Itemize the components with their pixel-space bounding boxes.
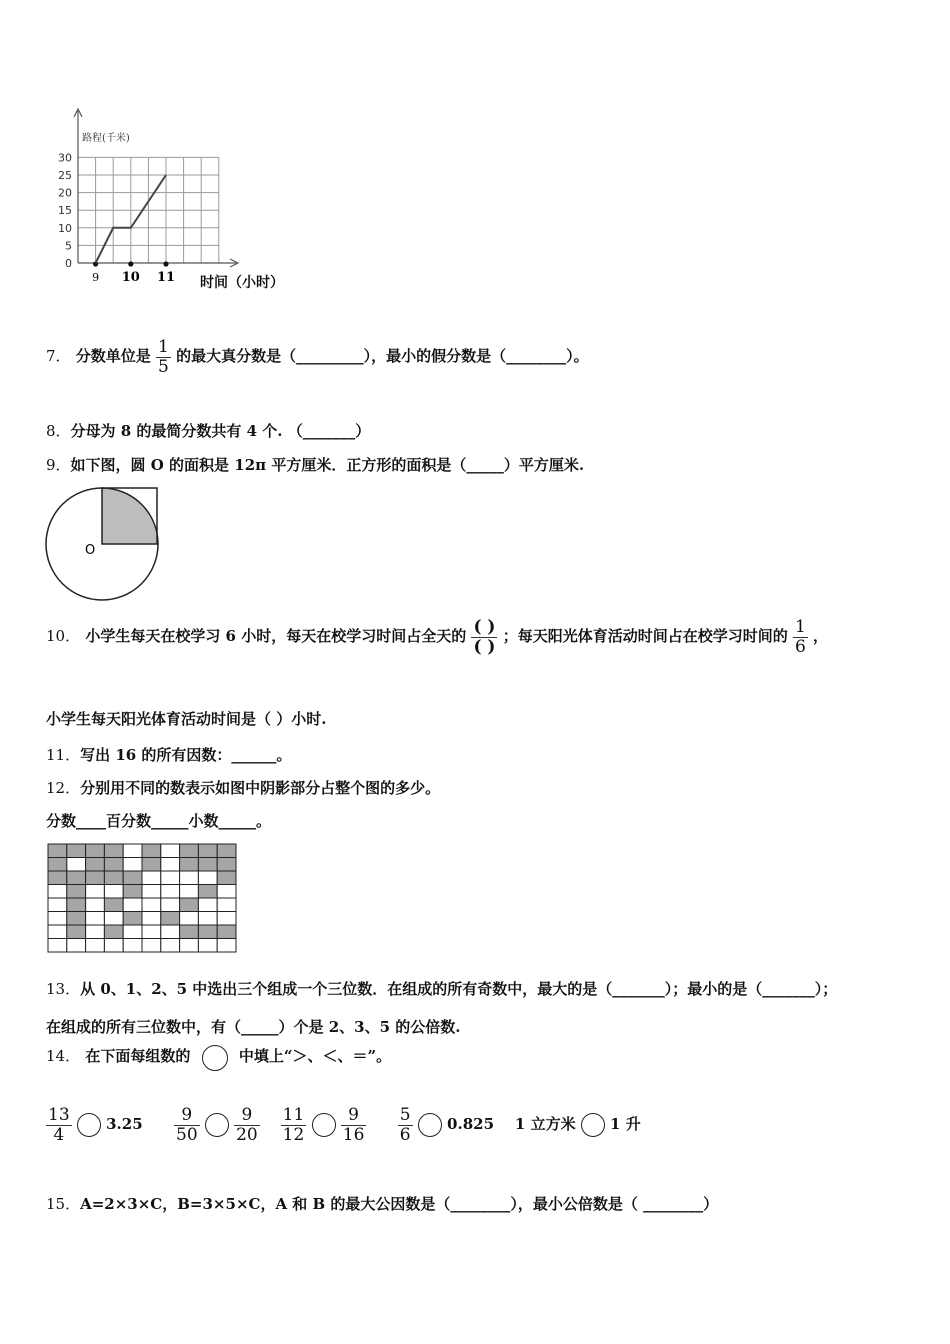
x-tick-label: 9: [92, 271, 100, 284]
grid-cell: [123, 885, 142, 899]
shaded-grid-figure: [47, 843, 239, 955]
question-15: 15．A=2×3×C，B=3×5×C，A 和 B 的最大公因数是（________），最小公倍数是（ ________）: [46, 1195, 719, 1213]
question-9: 9．如下图，圆 O 的面积是 12π 平方厘米．正方形的面积是（_____）平方厘米.: [46, 456, 585, 474]
distance-time-graph: [40, 105, 320, 300]
grid-cell: [198, 858, 217, 872]
y-tick-label: 5: [65, 239, 72, 253]
compare-circle-4[interactable]: [418, 1113, 442, 1137]
grid-cell: [217, 925, 236, 939]
grid-cell: [123, 844, 142, 858]
grid-cell: [104, 898, 123, 912]
grid-cell: [217, 885, 236, 899]
grid-cell: [48, 871, 67, 885]
grid-cell: [86, 844, 105, 858]
grid-cell: [123, 939, 142, 953]
grid-cell: [217, 898, 236, 912]
grid-cell: [198, 925, 217, 939]
grid-cell: [67, 858, 86, 872]
question-13: 13．从 0、1、2、5 中选出三个组成一个三位数．在组成的所有奇数中，最大的是（_______）；最小的是（_______）；: [46, 980, 838, 998]
grid-cell: [198, 871, 217, 885]
grid-cell: [180, 925, 199, 939]
grid-cell: [48, 925, 67, 939]
y-tick-label: 25: [58, 169, 72, 182]
grid-cell: [86, 898, 105, 912]
grid-cell: [104, 912, 123, 926]
question-10: 10． 小学生每天在校学习 6 小时，每天在校学习时间占全天的 $\frac{( )}{( )}$ ；每天阳光体育活动时间占在校学习时间的 $\frac{1}{6}$ ，: [46, 617, 829, 657]
grid-cell: [104, 871, 123, 885]
grid-cell: [67, 844, 86, 858]
grid-cell: [142, 898, 161, 912]
graph-grid: [78, 157, 219, 263]
grid-cell: [198, 844, 217, 858]
compare-circle-5[interactable]: [581, 1113, 605, 1137]
question-14: 14． 在下面每组数的 中填上“＞、＜、＝”。: [46, 1045, 391, 1071]
fraction-one-fifth: $\frac{1}{5}$: [158, 337, 169, 377]
compare-circle-icon: [202, 1045, 228, 1071]
x-tick-dot: [163, 261, 168, 266]
grid-cell: [217, 844, 236, 858]
grid-cell: [104, 858, 123, 872]
grid-cell: [142, 939, 161, 953]
x-tick-dot: [128, 261, 133, 266]
grid-cell: [180, 858, 199, 872]
grid-cell: [217, 912, 236, 926]
grid-cell: [198, 885, 217, 899]
grid-cell: [142, 925, 161, 939]
y-tick-label: 0: [65, 257, 72, 270]
fraction-one-sixth: $\frac{1}{6}$: [794, 617, 806, 657]
grid-cell: [161, 858, 180, 872]
grid-cell: [142, 885, 161, 899]
compare-circle-2[interactable]: [205, 1113, 229, 1137]
grid-cell: [161, 871, 180, 885]
grid-cell: [48, 898, 67, 912]
grid-cell: [217, 858, 236, 872]
grid-cell: [217, 871, 236, 885]
grid-cell: [180, 844, 199, 858]
graph-x-label: 时间（小时）: [200, 275, 284, 291]
question-13-line2: 在组成的所有三位数中，有（_____）个是 2、3、5 的公倍数.: [46, 1018, 461, 1036]
y-tick-label: 15: [58, 204, 72, 218]
x-tick-label: 10: [121, 270, 140, 285]
graph-y-label: 路程(千米): [82, 133, 130, 144]
grid-cell: [180, 871, 199, 885]
grid-cell: [104, 885, 123, 899]
grid-cell: [161, 898, 180, 912]
grid-cell: [48, 858, 67, 872]
fraction-blank: $\frac{( )}{( )}$: [473, 617, 496, 657]
grid-cell: [67, 912, 86, 926]
y-tick-label: 20: [58, 186, 72, 200]
grid-cell: [180, 885, 199, 899]
question-11: 11．写出 16 的所有因数：______。: [46, 746, 292, 764]
grid-cell: [86, 925, 105, 939]
grid-cell: [123, 871, 142, 885]
y-tick-label: 10: [58, 221, 72, 235]
grid-cell: [161, 925, 180, 939]
question-12-line2: 分数____百分数_____小数_____。: [46, 812, 272, 830]
grid-cell: [104, 939, 123, 953]
grid-cell: [86, 858, 105, 872]
x-tick-label: 11: [156, 270, 176, 285]
grid-cell: [86, 912, 105, 926]
grid-cell: [180, 912, 199, 926]
grid-cell: [48, 885, 67, 899]
grid-cell: [161, 912, 180, 926]
grid-cell: [161, 844, 180, 858]
grid-cell: [67, 939, 86, 953]
grid-cell: [67, 885, 86, 899]
grid-cell: [123, 925, 142, 939]
grid-cell: [142, 844, 161, 858]
grid-cell: [104, 844, 123, 858]
grid-cell: [86, 871, 105, 885]
grid-cell: [217, 939, 236, 953]
grid-cell: [48, 939, 67, 953]
compare-circle-1[interactable]: [77, 1113, 101, 1137]
grid-cell: [67, 871, 86, 885]
grid-cell: [48, 912, 67, 926]
grid-cell: [142, 858, 161, 872]
grid-cell: [161, 885, 180, 899]
question-7: 7． 分数单位是 $\frac{1}{5}$ 的最大真分数是（_________），最小的假分数是（________）。: [46, 337, 589, 377]
grid-cell: [161, 939, 180, 953]
grid-cell: [142, 912, 161, 926]
grid-cell: [67, 898, 86, 912]
grid-cell: [180, 898, 199, 912]
grid-cell: [180, 939, 199, 953]
grid-cell: [86, 939, 105, 953]
grid-cell: [123, 898, 142, 912]
circle-center-label: O: [85, 543, 96, 558]
grid-cell: [142, 871, 161, 885]
compare-circle-3[interactable]: [312, 1113, 336, 1137]
grid-cell: [86, 885, 105, 899]
grid-cell: [198, 939, 217, 953]
question-8: 8．分母为 8 的最简分数共有 4 个. （_______）: [46, 422, 371, 440]
grid-cell: [67, 925, 86, 939]
question-12: 12．分别用不同的数表示如图中阴影部分占整个图的多少。: [46, 779, 441, 797]
grid-cell: [123, 858, 142, 872]
grid-cell: [104, 925, 123, 939]
y-tick-label: 30: [58, 151, 72, 165]
question-10-line2: 小学生每天阳光体育活动时间是（ ）小时.: [46, 710, 327, 728]
grid-cell: [198, 898, 217, 912]
grid-cell: [48, 844, 67, 858]
circle-square-figure: [44, 484, 164, 602]
question-14-items: $\frac{13}{4}$ 3.25 $\frac{9}{50}$ $\frac{9}{20}$ $\frac{11}{12}$ $\frac{9}{16}$ $\frac{5}{6}$ 0.825 1 立方米 1 升: [48, 1105, 641, 1145]
grid-cell: [198, 912, 217, 926]
grid-cell: [123, 912, 142, 926]
